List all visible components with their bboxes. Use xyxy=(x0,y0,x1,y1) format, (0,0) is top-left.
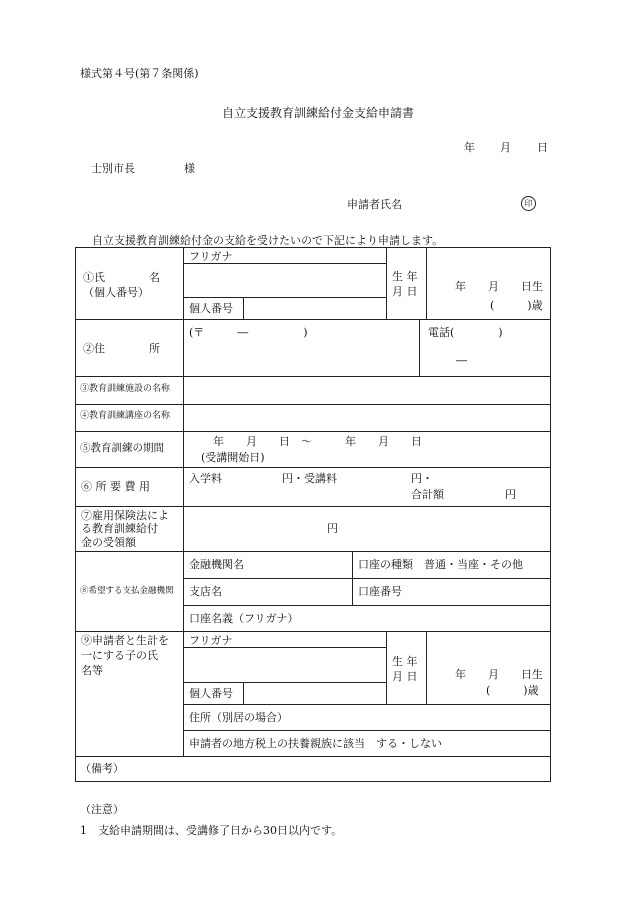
date-year: 年 xyxy=(464,141,475,154)
birth-label-top: 生 年 xyxy=(392,270,418,283)
training-period-label: ⑤教育訓練の期間 xyxy=(80,442,164,454)
start-date-note: (受講開始日) xyxy=(201,451,265,464)
child-furigana-label: フリガナ xyxy=(189,634,233,647)
document-title: 自立支援教育訓練給付金支給申請書 xyxy=(222,106,415,120)
child-label-2: 一にする子の氏 xyxy=(81,649,158,662)
required-cost-label: ⑥ 所 要 費 用 xyxy=(81,480,150,493)
addressee-honorific: 様 xyxy=(184,162,195,175)
child-name-field[interactable] xyxy=(184,648,386,682)
child-age-field[interactable]: ( )歳 xyxy=(486,684,539,697)
account-type-field[interactable]: 口座の種類 普通・当座・その他 xyxy=(358,558,523,571)
postal-code-field[interactable]: (〒 ― ) xyxy=(189,326,308,339)
birth-label-bottom: 月 日 xyxy=(392,285,418,298)
individual-number-field[interactable] xyxy=(244,298,386,319)
date-day: 日 xyxy=(537,141,548,154)
birth-date-field[interactable]: 年 月 日生 xyxy=(455,280,543,293)
insurance-benefit-label-2: る教育訓練給付 xyxy=(81,522,158,535)
individual-number-label: （個人番号） xyxy=(83,286,149,299)
applicant-name-label: 申請者氏名 xyxy=(347,198,402,211)
furigana-label: フリガナ xyxy=(189,250,233,263)
insurance-benefit-label-1: ⑦雇用保険法によ xyxy=(81,509,169,522)
child-kojin-number-label: 個人番号 xyxy=(189,687,233,700)
form-number: 様式第４号(第７条関係) xyxy=(80,67,199,80)
remarks-field[interactable] xyxy=(76,757,550,781)
intro-text: 自立支援教育訓練給付金の支給を受けたいので下記により申請します。 xyxy=(92,234,444,247)
notes-heading: （注意） xyxy=(80,803,124,816)
child-address-field[interactable]: 住所（別居の場合） xyxy=(189,711,288,724)
tuition-yen: 円・ xyxy=(411,472,433,485)
account-number-field[interactable]: 口座番号 xyxy=(358,585,402,598)
date-month: 月 xyxy=(500,141,511,154)
seal-icon: 印 xyxy=(521,196,536,211)
total-label: 合計額 xyxy=(411,488,444,501)
dependent-relative-field[interactable]: 申請者の地方税上の扶養親族に該当 する・しない xyxy=(189,737,442,750)
training-facility-field[interactable] xyxy=(184,377,550,404)
total-yen: 円 xyxy=(505,488,516,501)
tuition-label: 円・受講料 xyxy=(282,472,337,485)
training-course-field[interactable] xyxy=(184,405,550,431)
addressee: 士別市長 xyxy=(91,162,135,175)
address-label: ②住 所 xyxy=(83,342,160,355)
bank-name-field[interactable]: 金融機関名 xyxy=(189,558,244,571)
training-period-field[interactable]: 年 月 日 ～ 年 月 日 xyxy=(213,435,422,448)
kojin-number-label: 個人番号 xyxy=(189,302,233,315)
name-label: ①氏 名 xyxy=(83,271,160,284)
training-facility-label: ③教育訓練施設の名称 xyxy=(80,384,171,394)
child-individual-number-field[interactable] xyxy=(244,683,386,704)
entrance-fee-label: 入学料 xyxy=(189,472,222,485)
insurance-benefit-yen[interactable]: 円 xyxy=(327,522,338,535)
child-label-3: 名等 xyxy=(81,664,103,677)
account-holder-field[interactable]: 口座名義（フリガナ） xyxy=(189,612,299,625)
phone-dash: ― xyxy=(456,354,467,367)
bank-section-label: ⑧希望する支払金融機関 xyxy=(80,586,174,596)
age-field[interactable]: ( )歳 xyxy=(490,299,543,312)
child-label-1: ⑨申請者と生計を xyxy=(81,634,169,647)
insurance-benefit-label-3: 金の受領額 xyxy=(81,536,136,549)
name-field[interactable] xyxy=(184,264,386,297)
child-birth-label-bottom: 月 日 xyxy=(392,670,418,683)
child-birth-label-top: 生 年 xyxy=(392,655,418,668)
notes-item-1: 1 支給申請期間は、受講修了日から30日以内です。 xyxy=(80,824,343,837)
branch-name-field[interactable]: 支店名 xyxy=(189,585,222,598)
remarks-label: （備考） xyxy=(80,762,124,775)
phone-field[interactable]: 電話( ) xyxy=(428,326,503,339)
training-course-label: ④教育訓練講座の名称 xyxy=(80,411,171,421)
child-birth-date-field[interactable]: 年 月 日生 xyxy=(455,668,543,681)
